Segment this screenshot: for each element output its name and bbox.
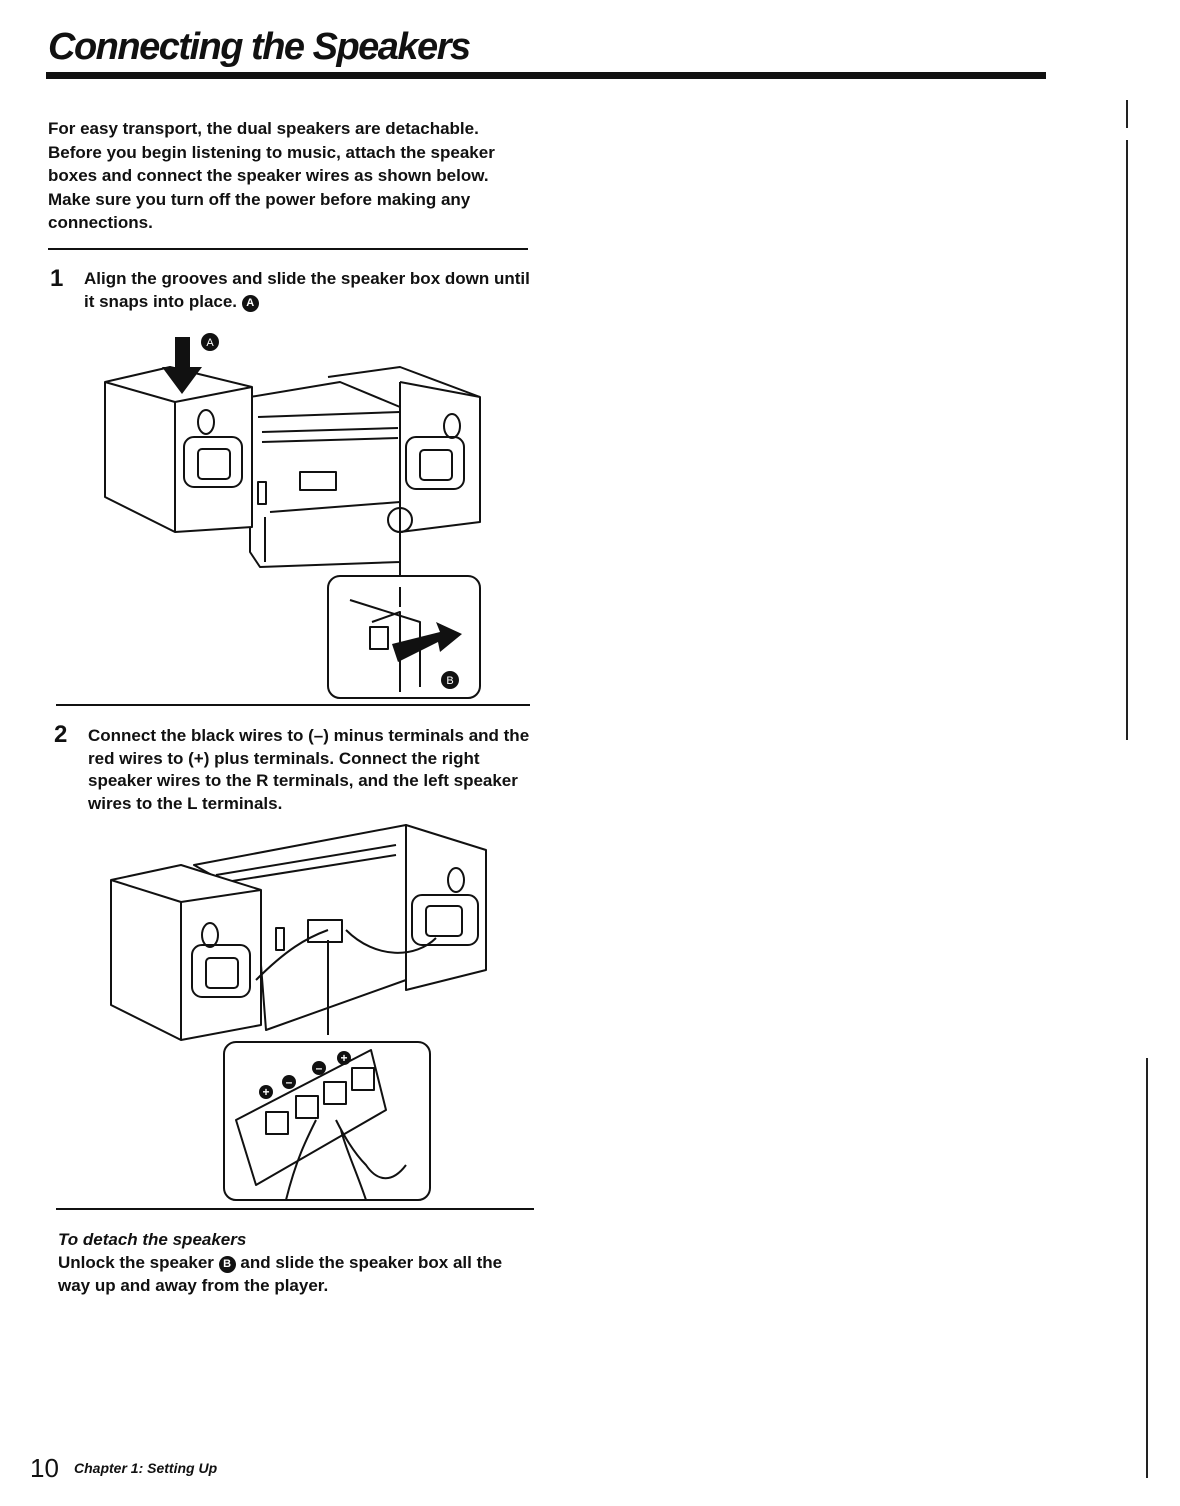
chapter-label: Chapter 1: Setting Up (74, 1460, 218, 1476)
section-divider (56, 1208, 534, 1210)
callout-badge-b: B (219, 1256, 236, 1273)
intro-line: For easy transport, the dual speakers are detachable. (48, 119, 479, 138)
callout-b-label: B (446, 675, 454, 687)
plus-terminal-label: + (262, 1085, 270, 1099)
step-2-line: wires to the L terminals. (88, 793, 283, 813)
speaker-wiring-illustration (106, 820, 496, 1202)
intro-line: connections. (48, 213, 153, 232)
intro-line: boxes and connect the speaker wires as shown below. (48, 166, 489, 185)
detach-text (58, 1251, 502, 1297)
step-1-line: it snaps into place. A (84, 291, 530, 314)
page-number: 10 (30, 1453, 59, 1483)
step-2-number: 2 (54, 721, 68, 748)
minus-terminal-label: – (285, 1075, 293, 1089)
scan-margin-line (1146, 1058, 1148, 1478)
intro-line: Make sure you turn off the power before making any (48, 189, 471, 209)
speaker-attach-illustration (100, 322, 490, 702)
detach-heading: To detach the speakers (58, 1230, 247, 1249)
minus-terminal-label: – (315, 1061, 323, 1075)
step-1-text (84, 268, 530, 313)
callout-badge-a: A (242, 295, 259, 312)
scan-margin-line (1126, 100, 1128, 128)
step-1-number: 1 (50, 265, 64, 292)
step-2-line: speaker wires to the R terminals, and the left speaker (88, 771, 518, 790)
plus-terminal-label: + (340, 1051, 348, 1065)
step-2-line: red wires to (+) plus terminals. Connect the right (88, 748, 480, 768)
page-title: Connecting the Speakers (48, 26, 470, 68)
step-2-text (88, 725, 529, 815)
section-divider (56, 704, 530, 706)
detach-line: way up and away from the player. (58, 1276, 329, 1295)
intro-line: Before you begin listening to music, attach the speaker (48, 142, 495, 162)
intro-paragraph (48, 117, 528, 235)
step-1-line: Align the grooves and slide the speaker box down until (84, 269, 530, 288)
title-rule (46, 72, 1046, 79)
section-divider (48, 248, 528, 250)
scan-margin-line (1126, 140, 1128, 740)
step-2-line: Connect the black wires to (–) minus terminals and the (88, 726, 530, 745)
callout-a-label: A (206, 337, 214, 349)
detach-line: Unlock the speaker B and slide the speaker box all the (58, 1253, 503, 1272)
